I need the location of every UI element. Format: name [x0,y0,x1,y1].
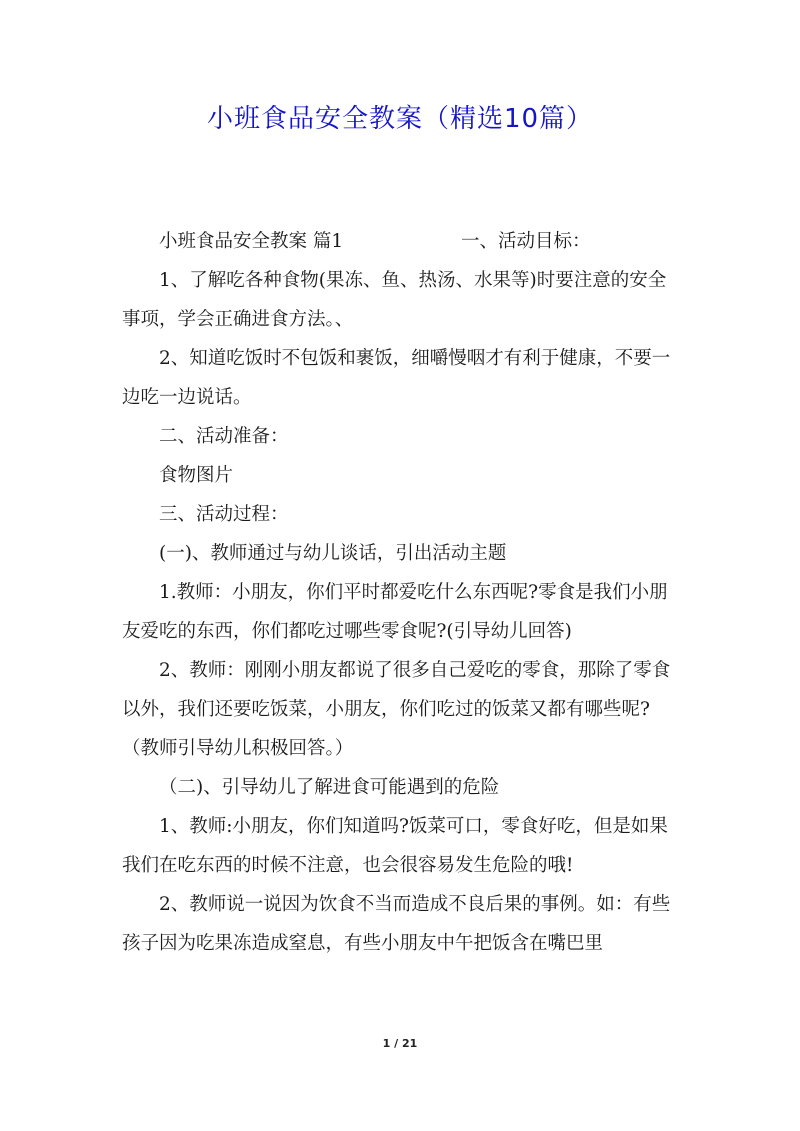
document-title: 小班食品安全教案（精选10篇） [206,104,594,134]
section-head-title: 小班食品安全教案 篇1 [159,231,344,252]
section-head-goal: 一、活动目标： [461,231,591,252]
paragraph: （二)、引导幼儿了解进食可能遇到的危险 [159,777,500,798]
paragraph: 二、活动准备： [159,426,289,447]
document-body [122,222,682,963]
paragraph: 2、教师说一说因为饮食不当而造成不良后果的事例。如：有些孩子因为吃果冻造成窒息，有些小朋友中午把饭含在嘴巴里 [122,894,671,954]
paragraph: 2、知道吃饭时不包饭和裹饭，细嚼慢咽才有利于健康，不要一边吃一边说话。 [122,348,671,408]
section-heading [122,222,682,261]
paragraph: (一)、教师通过与幼儿谈话，引出活动主题 [159,543,507,564]
paragraph: 三、活动过程： [159,504,289,525]
paragraph: 1、教师:小朋友，你们知道吗?饭菜可口，零食好吃，但是如果我们在吃东西的时候不注意，也会很容易发生危险的哦! [122,816,668,876]
paragraph: 1、了解吃各种食物(果冻、鱼、热汤、水果等)时要注意的安全事项，学会正确进食方法。、 [122,270,667,330]
paragraph: 食物图片 [159,465,234,486]
paragraph: 1.教师：小朋友，你们平时都爱吃什么东西呢?零食是我们小朋友爱吃的东西，你们都吃过哪些零食呢?(引导幼儿回答) [122,582,668,642]
paragraph: 2、教师：刚刚小朋友都说了很多自己爱吃的零食，那除了零食以外，我们还要吃饭菜，小朋友，你们吃过的饭菜又都有哪些呢?（教师引导幼儿积极回答。） [122,660,671,759]
page-number: 1 / 21 [382,1037,418,1050]
